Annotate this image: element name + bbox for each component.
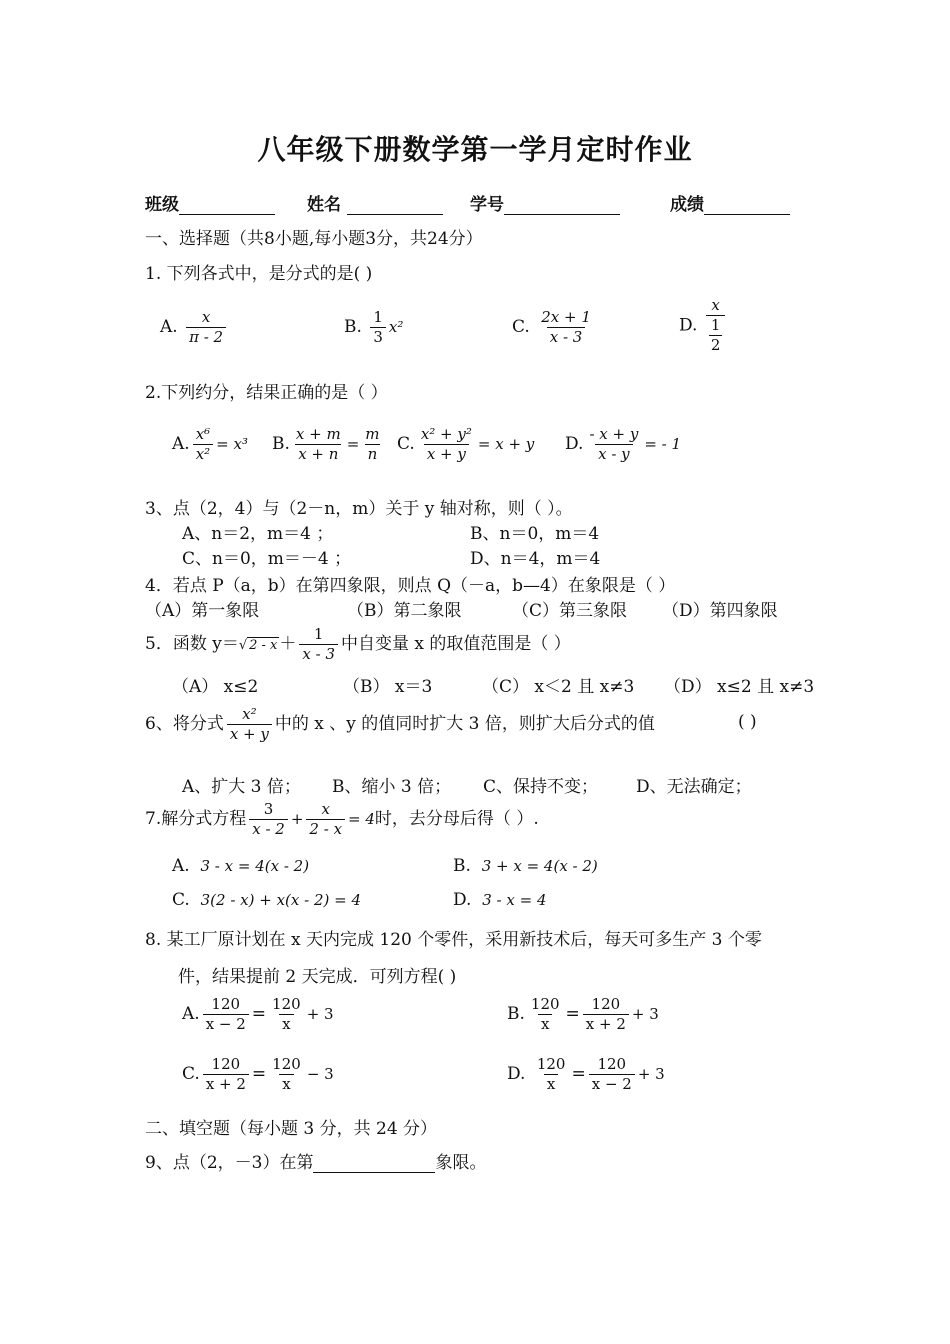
q8-c-denominator-2: x <box>279 1074 293 1094</box>
q8-option-b <box>507 995 659 1034</box>
q7-plus: + <box>290 810 304 828</box>
q5-option-d: （D） x≤2 且 x≠3 <box>664 677 815 697</box>
q8-stem-line2: 件，结果提前 2 天完成．可列方程( ) <box>178 967 457 987</box>
q1-b-tail: x² <box>388 318 404 336</box>
class-field <box>145 190 275 215</box>
q9-stem <box>145 1148 486 1173</box>
q8-a-denominator-1: x − 2 <box>203 1014 249 1034</box>
q8-b-tail: + 3 <box>631 1005 659 1023</box>
option-letter: C. <box>182 1064 200 1084</box>
q2-option-b <box>272 425 386 464</box>
q6-stem <box>145 705 655 744</box>
q8-a-equals: = <box>251 1004 267 1024</box>
q6-option-b: B、缩小 3 倍； <box>332 777 452 797</box>
q6-prefix: 6、将分式 <box>145 714 224 734</box>
score-field <box>670 190 790 215</box>
number-field <box>470 190 620 215</box>
q8-c-equals: = <box>251 1064 267 1084</box>
option-letter: B. <box>453 856 471 876</box>
q6-numerator: x² <box>242 705 257 723</box>
q2-c-denominator: x + y <box>424 444 469 464</box>
q3-option-d: D、n＝4，m＝4 <box>470 549 601 569</box>
q8-option-d <box>507 1055 665 1094</box>
q8-b-numerator-2: 120 <box>591 995 621 1013</box>
q5-plus: ＋ <box>279 634 297 654</box>
q7-b-equation: 3 + x = 4(x - 2) <box>481 857 598 875</box>
q5-stem: 5．函数 y＝√ 2 - x ＋ $\frac{1}{x - 3}$ 中自变量 x 的取值范围是（ ） <box>145 625 571 663</box>
q8-a-numerator-1: 120 <box>211 995 241 1013</box>
q1-d-inner-numerator: 1 <box>710 316 721 334</box>
q7-option-c <box>172 890 361 910</box>
q8-d-denominator-1: x <box>544 1074 558 1094</box>
q8-a-denominator-2: x <box>279 1014 293 1034</box>
score-label: 成绩 <box>670 195 704 215</box>
q1-option-c <box>512 308 597 347</box>
q1-b-denominator: 3 <box>370 327 386 347</box>
q4-option-a: （A）第一象限 <box>145 601 260 621</box>
q8-d-numerator-1: 120 <box>536 1055 566 1073</box>
q8-d-denominator-2: x − 2 <box>589 1074 635 1094</box>
q6-option-d: D、无法确定； <box>636 777 752 797</box>
q1-b-numerator: 1 <box>373 308 383 326</box>
q2-a-tail: = x³ <box>216 435 248 453</box>
q2-c-numerator: x² + y² <box>420 425 472 443</box>
q2-b-equals: = <box>346 435 360 453</box>
q8-c-numerator-1: 120 <box>211 1055 241 1073</box>
q5-option-a: （A） x≤2 <box>172 677 259 697</box>
q6-answer-paren: ( ) <box>738 712 757 732</box>
q1-c-denominator: x - 3 <box>547 327 586 347</box>
q5-option-c: （C） x＜2 且 x≠3 <box>482 677 635 697</box>
q5-sqrt: 2 - x <box>249 638 278 653</box>
q9-answer-blank <box>313 1154 435 1173</box>
q7-denominator-2: 2 - x <box>306 819 345 839</box>
q2-d-numerator: - x + y <box>589 425 639 443</box>
q8-c-numerator-2: 120 <box>272 1055 301 1073</box>
q8-d-tail: + 3 <box>637 1065 665 1083</box>
q1-option-d <box>679 296 728 355</box>
option-letter: D. <box>453 890 472 910</box>
page-title: 八年级下册数学第一学月定时作业 <box>257 133 693 166</box>
q8-a-numerator-2: 120 <box>272 995 301 1013</box>
q6-denominator: x + y <box>227 724 272 744</box>
q2-b-numerator: x + m <box>295 425 341 443</box>
number-blank <box>504 196 620 215</box>
class-label: 班级 <box>145 195 179 215</box>
section-1-heading: 一、选择题（共8小题,每小题3分，共24分） <box>145 229 483 249</box>
q7-numerator-1: 3 <box>263 800 274 818</box>
q8-d-equals: = <box>571 1064 586 1084</box>
q2-b-numerator-2: m <box>365 425 380 443</box>
q8-option-c <box>182 1055 334 1094</box>
option-letter: A. <box>172 856 190 876</box>
q4-option-b: （B）第二象限 <box>347 601 462 621</box>
q8-stem-line1: 8. 某工厂原计划在 x 天内完成 120 个零件，采用新技术后，每天可多生产 3 个零 <box>145 930 762 950</box>
option-letter: D. <box>507 1064 526 1084</box>
q2-stem: 2.下列约分，结果正确的是（ ） <box>145 383 388 403</box>
section-2-heading: 二、填空题（每小题 3 分，共 24 分） <box>145 1119 438 1139</box>
q1-a-numerator: x <box>201 308 211 326</box>
q1-option-a <box>160 308 229 347</box>
q7-c-equation: 3(2 - x) + x(x - 2) = 4 <box>200 891 362 909</box>
q8-c-denominator-1: x + 2 <box>203 1074 249 1094</box>
q6-suffix: 中的 x 、y 的值同时扩大 3 倍，则扩大后分式的值 <box>274 714 655 734</box>
q2-b-denominator-2: n <box>365 444 381 464</box>
q7-prefix: 7.解分式方程 <box>145 809 247 829</box>
score-blank <box>704 196 790 215</box>
q8-a-tail: + 3 <box>306 1005 334 1023</box>
q3-option-c: C、n＝0，m＝－4 ； <box>182 549 352 569</box>
q6-option-a: A、扩大 3 倍； <box>182 777 301 797</box>
q5-suffix: 中自变量 x 的取值范围是（ ） <box>341 634 571 654</box>
q3-option-b: B、n＝0，m＝4 <box>470 524 600 544</box>
q9-suffix: 象限。 <box>435 1153 487 1173</box>
q8-c-tail: − 3 <box>306 1065 334 1083</box>
q1-d-numerator: x <box>711 296 720 314</box>
q8-b-numerator-1: 120 <box>530 995 560 1013</box>
q2-option-a <box>172 425 248 464</box>
option-letter: B. <box>344 317 362 337</box>
q7-stem <box>145 800 539 839</box>
q4-option-d: （D）第四象限 <box>662 601 778 621</box>
q5-option-b: （B） x＝3 <box>343 677 433 697</box>
option-letter: C. <box>172 890 190 910</box>
option-letter: A. <box>182 1004 200 1024</box>
name-label: 姓名 <box>307 195 341 215</box>
q8-d-numerator-2: 120 <box>597 1055 627 1073</box>
q2-d-denominator: x - y <box>595 444 633 464</box>
option-letter: C. <box>512 317 530 337</box>
q1-c-numerator: 2x + 1 <box>541 308 591 326</box>
option-letter: B. <box>272 434 290 454</box>
q3-stem: 3、点（2，4）与（2－n，m）关于 y 轴对称，则（ ）。 <box>145 499 573 519</box>
q8-b-equals: = <box>565 1004 580 1024</box>
q7-option-b <box>453 856 598 876</box>
q2-option-d <box>565 425 681 464</box>
q7-option-d <box>453 890 547 910</box>
q8-b-denominator-1: x <box>538 1014 552 1034</box>
q5-denominator: x - 3 <box>299 644 338 664</box>
q7-a-equation: 3 - x = 4(x - 2) <box>200 857 310 875</box>
name-field <box>307 190 443 215</box>
q7-option-a <box>172 856 309 876</box>
q2-c-tail: = x + y <box>477 435 535 453</box>
name-blank <box>347 196 443 215</box>
q2-d-tail: = - 1 <box>644 435 682 453</box>
q7-d-equation: 3 - x = 4 <box>482 891 547 909</box>
q8-b-denominator-2: x + 2 <box>583 1014 629 1034</box>
number-label: 学号 <box>470 195 504 215</box>
q4-option-c: （C）第三象限 <box>512 601 628 621</box>
q5-numerator: 1 <box>313 625 324 643</box>
q7-equals: = 4 <box>348 810 375 828</box>
class-blank <box>179 196 275 215</box>
q4-stem: 4．若点 P（a，b）在第四象限，则点 Q（－a，b—4）在象限是（ ） <box>145 576 676 596</box>
option-letter: A. <box>172 434 190 454</box>
q7-numerator-2: x <box>321 800 330 818</box>
q3-option-a: A、n＝2，m＝4 ； <box>182 524 334 544</box>
q2-b-denominator: x + n <box>295 444 341 464</box>
option-letter: B. <box>507 1004 525 1024</box>
option-letter: A. <box>160 317 178 337</box>
q7-suffix: 时，去分母后得（ ）. <box>374 809 539 829</box>
q1-stem: 1. 下列各式中，是分式的是( ) <box>145 264 373 284</box>
option-letter: C. <box>397 434 415 454</box>
q7-denominator-1: x - 2 <box>249 819 288 839</box>
q1-d-inner-denominator: 2 <box>710 336 721 354</box>
q1-option-b <box>344 308 403 347</box>
q2-a-numerator: x⁶ <box>195 425 211 443</box>
q2-option-c <box>397 425 534 464</box>
q9-prefix: 9、点（2，－3）在第 <box>145 1153 314 1173</box>
q2-a-denominator: x² <box>193 444 213 464</box>
q8-option-a <box>182 995 334 1034</box>
option-letter: D. <box>679 315 698 336</box>
q1-a-denominator: π - 2 <box>186 327 226 347</box>
option-letter: D. <box>565 434 584 454</box>
q6-option-c: C、保持不变； <box>483 777 599 797</box>
q5-prefix: 5．函数 y＝ <box>145 634 239 654</box>
